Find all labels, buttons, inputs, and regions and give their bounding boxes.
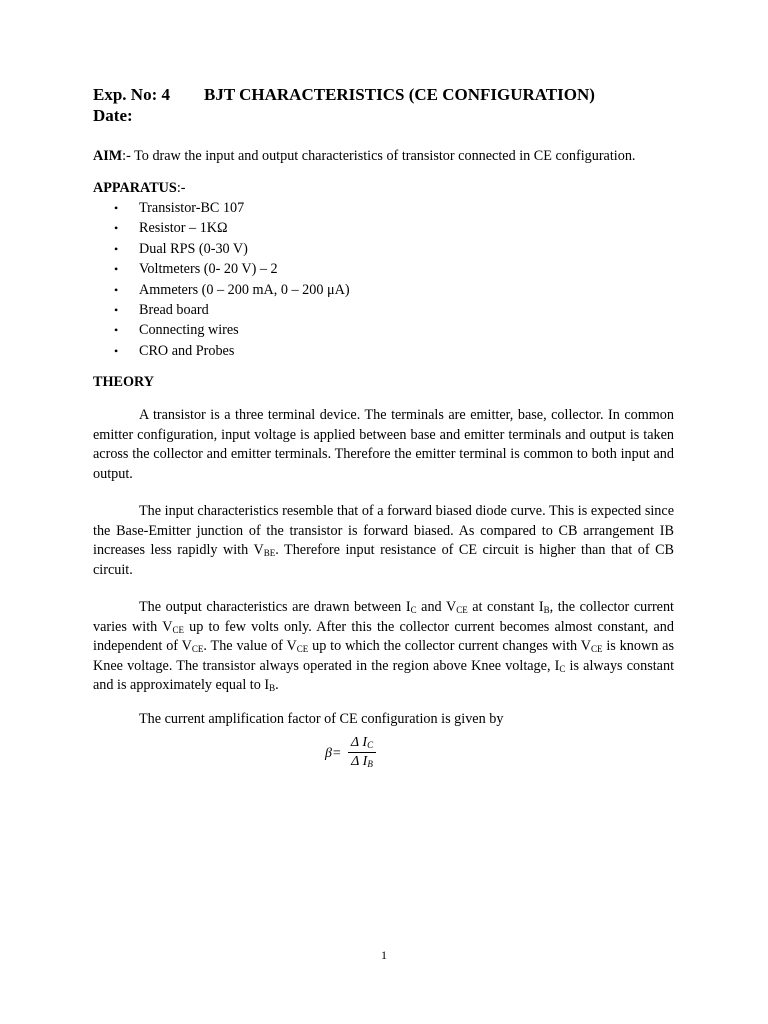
paragraph-text: , the collector current varies with V — [93, 599, 674, 635]
bullet-icon: • — [114, 302, 119, 317]
theory-paragraph-3 — [93, 598, 674, 696]
apparatus-list — [93, 198, 674, 361]
list-item — [93, 239, 674, 259]
paragraph-text: The input characteristics resemble that of a forward biased diode curve. This is expected since the Base-Emitter junction of the transistor is forward biased. As compared to CB arrangement IB increases less rapidly with V — [93, 503, 674, 559]
paragraph-text: at constant I — [467, 599, 544, 616]
bullet-icon: • — [114, 221, 119, 236]
formula-fraction — [348, 734, 376, 770]
formula-denominator — [348, 753, 376, 770]
paragraph-text: up to few volts only. After this the collector current becomes almost constant, and independent of V — [93, 618, 674, 655]
paragraph-text: is always constant and is approximately equal to I — [93, 657, 675, 694]
subscript: B — [269, 683, 276, 694]
aim-label: AIM — [93, 148, 123, 164]
bullet-icon: • — [114, 343, 119, 358]
list-item-text: CRO and Probes — [139, 342, 235, 359]
paragraph-text: and V — [416, 599, 457, 616]
paragraph-text: The output characteristics are drawn between I — [139, 599, 411, 616]
experiment-header — [93, 84, 674, 126]
bullet-icon: • — [114, 201, 119, 215]
subscript: C — [559, 663, 566, 674]
paragraph-text: up to which the collector current changes with V — [308, 638, 591, 655]
subscript: B — [367, 759, 373, 769]
subscript: BE — [263, 548, 276, 559]
aim-section — [93, 148, 674, 164]
list-item-text: Resistor – 1KΩ — [139, 220, 228, 237]
paragraph-text: . Therefore input resistance of CE circuit is higher than that of CB circuit. — [93, 542, 674, 578]
list-item — [93, 198, 674, 218]
theory-paragraph-1: A transistor is a three terminal device. The terminals are emitter, base, collector. In common emitter configuration, input voltage is applied between base and emitter terminals and output is taken across the collector and emitter terminals. Therefore the emitter terminal is common to both input and output. — [93, 407, 674, 482]
list-item-text: Connecting wires — [139, 322, 239, 339]
list-item-text: Voltmeters (0- 20 V) – 2 — [139, 261, 278, 278]
apparatus-suffix: :- — [176, 180, 186, 196]
formula-numerator — [348, 734, 376, 753]
list-item — [93, 218, 674, 238]
date-label: Date: — [93, 106, 133, 125]
subscript: CE — [191, 644, 204, 655]
paragraph-text: . — [275, 677, 279, 694]
list-item — [93, 341, 674, 361]
list-item — [93, 320, 674, 340]
list-item — [93, 259, 674, 279]
list-item-text: Transistor-BC 107 — [139, 200, 245, 216]
paragraph-text: is known as Knee voltage. The transistor always operated in the region above Knee voltage, I — [93, 638, 674, 674]
apparatus-label: APPARATUS — [93, 180, 177, 196]
theory-paragraph-2 — [93, 502, 674, 580]
bullet-icon: • — [114, 262, 119, 277]
list-item-text: Bread board — [139, 301, 209, 318]
list-item-text: Dual RPS (0-30 V) — [139, 240, 248, 257]
theory-heading: THEORY — [93, 374, 154, 391]
page-number: 1 — [381, 948, 387, 962]
numerator-text: Δ I — [350, 735, 368, 750]
subscript: C — [410, 605, 417, 616]
denominator-text: Δ I — [351, 754, 368, 769]
bullet-icon: • — [114, 282, 119, 297]
list-item — [93, 300, 674, 320]
list-item-text: Ammeters (0 – 200 mA, 0 – 200 μA) — [139, 281, 350, 298]
paragraph-text: . The value of V — [203, 638, 297, 655]
subscript: CE — [456, 605, 468, 616]
bullet-icon: • — [114, 323, 119, 338]
subscript: CE — [296, 644, 309, 655]
experiment-number: Exp. No: 4 — [93, 85, 170, 104]
experiment-title: BJT CHARACTERISTICS (CE CONFIGURATION) — [204, 85, 595, 104]
apparatus-heading — [93, 180, 674, 196]
aim-text: :- To draw the input and output characteristics of transistor connected in CE configuration. — [122, 148, 636, 164]
list-item — [93, 280, 674, 300]
subscript: B — [543, 605, 550, 616]
bullet-icon: • — [114, 241, 119, 256]
subscript: CE — [172, 624, 184, 635]
formula-lhs: β= — [325, 746, 342, 761]
subscript: CE — [590, 644, 603, 655]
theory-paragraph-4: The current amplification factor of CE configuration is given by — [139, 710, 504, 727]
subscript: C — [367, 740, 374, 750]
